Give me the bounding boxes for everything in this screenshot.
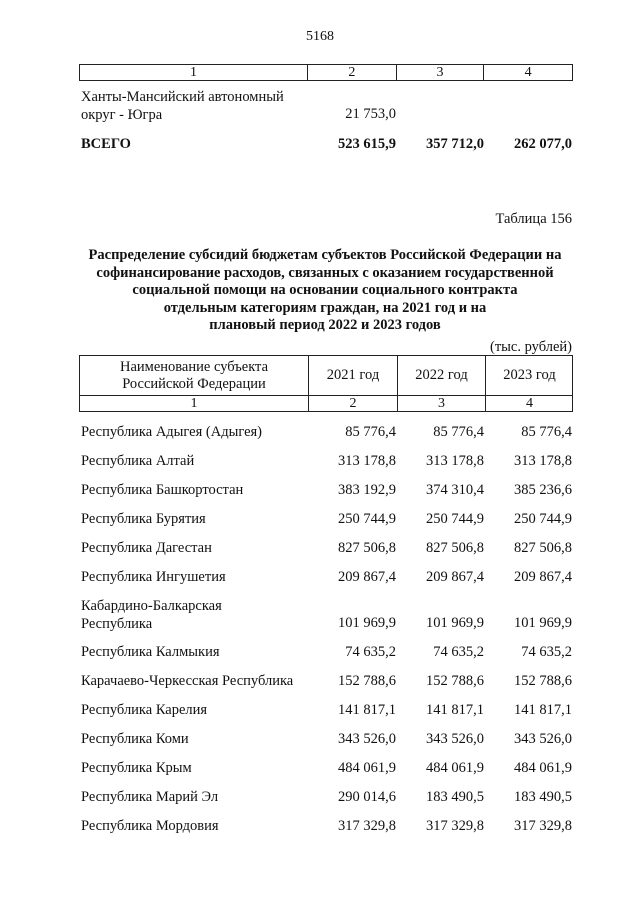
index-cell: 3 [398, 396, 486, 412]
prev-table-index-row [79, 64, 573, 81]
total-label: ВСЕГО [81, 136, 131, 152]
index-cell: 1 [80, 396, 309, 412]
prev-index-cell: 3 [397, 65, 485, 80]
row-value-2022: 101 969,9 [426, 615, 484, 631]
row-value-2021: 74 635,2 [345, 644, 396, 660]
row-value-2023: 183 490,5 [514, 789, 572, 805]
row-subject: Республика Крым [81, 760, 192, 776]
row-value-2022: 317 329,8 [426, 818, 484, 834]
row-subject: Республика Дагестан [81, 540, 212, 556]
row-value-2022: 343 526,0 [426, 731, 484, 747]
row-value-2021: 290 014,6 [338, 789, 396, 805]
row-value-2021: 141 817,1 [338, 702, 396, 718]
row-value-2021: 343 526,0 [338, 731, 396, 747]
header-2022: 2022 год [398, 356, 486, 395]
khmao-value-2021: 21 753,0 [345, 106, 396, 122]
khmao-name: Ханты-Мансийский автономный округ - Югра [81, 89, 284, 123]
row-value-2023: 101 969,9 [514, 615, 572, 631]
row-subject: Республика Калмыкия [81, 644, 220, 660]
row-value-2022: 484 061,9 [426, 760, 484, 776]
row-value-2022: 85 776,4 [433, 424, 484, 440]
row-subject: Республика Коми [81, 731, 189, 747]
row-value-2021: 152 788,6 [338, 673, 396, 689]
total-value-2023: 262 077,0 [514, 136, 572, 152]
row-value-2022: 74 635,2 [433, 644, 484, 660]
row-subject: Карачаево-Черкесская Республика [81, 673, 294, 689]
prev-index-cell: 1 [80, 65, 308, 80]
row-value-2023: 385 236,6 [514, 482, 572, 498]
row-value-2023: 152 788,6 [514, 673, 572, 689]
row-subject: Республика Марий Эл [81, 789, 219, 805]
title-line: отдельным категориям граждан, на 2021 год и на [163, 299, 487, 316]
row-value-2022: 152 788,6 [426, 673, 484, 689]
row-subject: Республика Бурятия [81, 511, 206, 527]
title-line: Распределение субсидий бюджетам субъектов Российской Федерации на [88, 247, 562, 263]
title-line: софинансирование расходов, связанных с оказанием государственной [96, 264, 554, 281]
header-subject: Наименование субъекта Российской Федерации [80, 356, 309, 395]
row-subject: Республика Адыгея (Адыгея) [81, 424, 263, 440]
table-title [60, 247, 590, 335]
row-value-2023: 484 061,9 [514, 760, 572, 776]
row-value-2022: 313 178,8 [426, 453, 484, 469]
index-cell: 2 [309, 396, 398, 412]
table-caption: Таблица 156 [495, 211, 572, 227]
row-value-2022: 827 506,8 [426, 540, 484, 556]
total-value-2022: 357 712,0 [426, 136, 484, 152]
row-subject: Республика Карелия [81, 702, 208, 718]
row-value-2023: 209 867,4 [514, 569, 572, 585]
row-value-2021: 313 178,8 [338, 453, 396, 469]
header-2023: 2023 год [503, 367, 556, 383]
row-subject: Кабардино-Балкарская Республика [81, 598, 222, 632]
index-cell: 4 [526, 396, 533, 411]
title-line: плановый период 2022 и 2023 годов [209, 317, 441, 333]
units-label: (тыс. рублей) [490, 339, 572, 355]
row-value-2023: 141 817,1 [514, 702, 572, 718]
prev-index-cell: 2 [308, 65, 397, 80]
row-value-2021: 383 192,9 [338, 482, 396, 498]
row-value-2021: 101 969,9 [338, 615, 396, 631]
row-subject: Республика Алтай [81, 453, 195, 469]
row-subject: Республика Мордовия [81, 818, 219, 834]
page-number: 5168 [306, 29, 334, 44]
row-subject: Республика Ингушетия [81, 569, 226, 585]
row-value-2022: 209 867,4 [426, 569, 484, 585]
total-value-2021: 523 615,9 [338, 136, 396, 152]
table-header [79, 355, 573, 412]
row-value-2022: 250 744,9 [426, 511, 484, 527]
title-line: социальной помощи на основании социального контракта [132, 282, 518, 298]
row-value-2023: 313 178,8 [514, 453, 572, 469]
row-value-2023: 74 635,2 [521, 644, 572, 660]
row-value-2023: 827 506,8 [514, 540, 572, 556]
row-value-2021: 484 061,9 [338, 760, 396, 776]
row-value-2021: 85 776,4 [345, 424, 396, 440]
row-subject: Республика Башкортостан [81, 482, 244, 498]
row-value-2023: 343 526,0 [514, 731, 572, 747]
row-value-2022: 141 817,1 [426, 702, 484, 718]
row-value-2022: 374 310,4 [426, 482, 484, 498]
row-value-2023: 250 744,9 [514, 511, 572, 527]
row-value-2023: 317 329,8 [514, 818, 572, 834]
header-2021: 2021 год [309, 356, 398, 395]
row-value-2023: 85 776,4 [521, 424, 572, 440]
row-value-2021: 250 744,9 [338, 511, 396, 527]
row-value-2021: 827 506,8 [338, 540, 396, 556]
row-value-2021: 209 867,4 [338, 569, 396, 585]
row-value-2022: 183 490,5 [426, 789, 484, 805]
row-value-2021: 317 329,8 [338, 818, 396, 834]
prev-index-cell: 4 [524, 65, 532, 80]
